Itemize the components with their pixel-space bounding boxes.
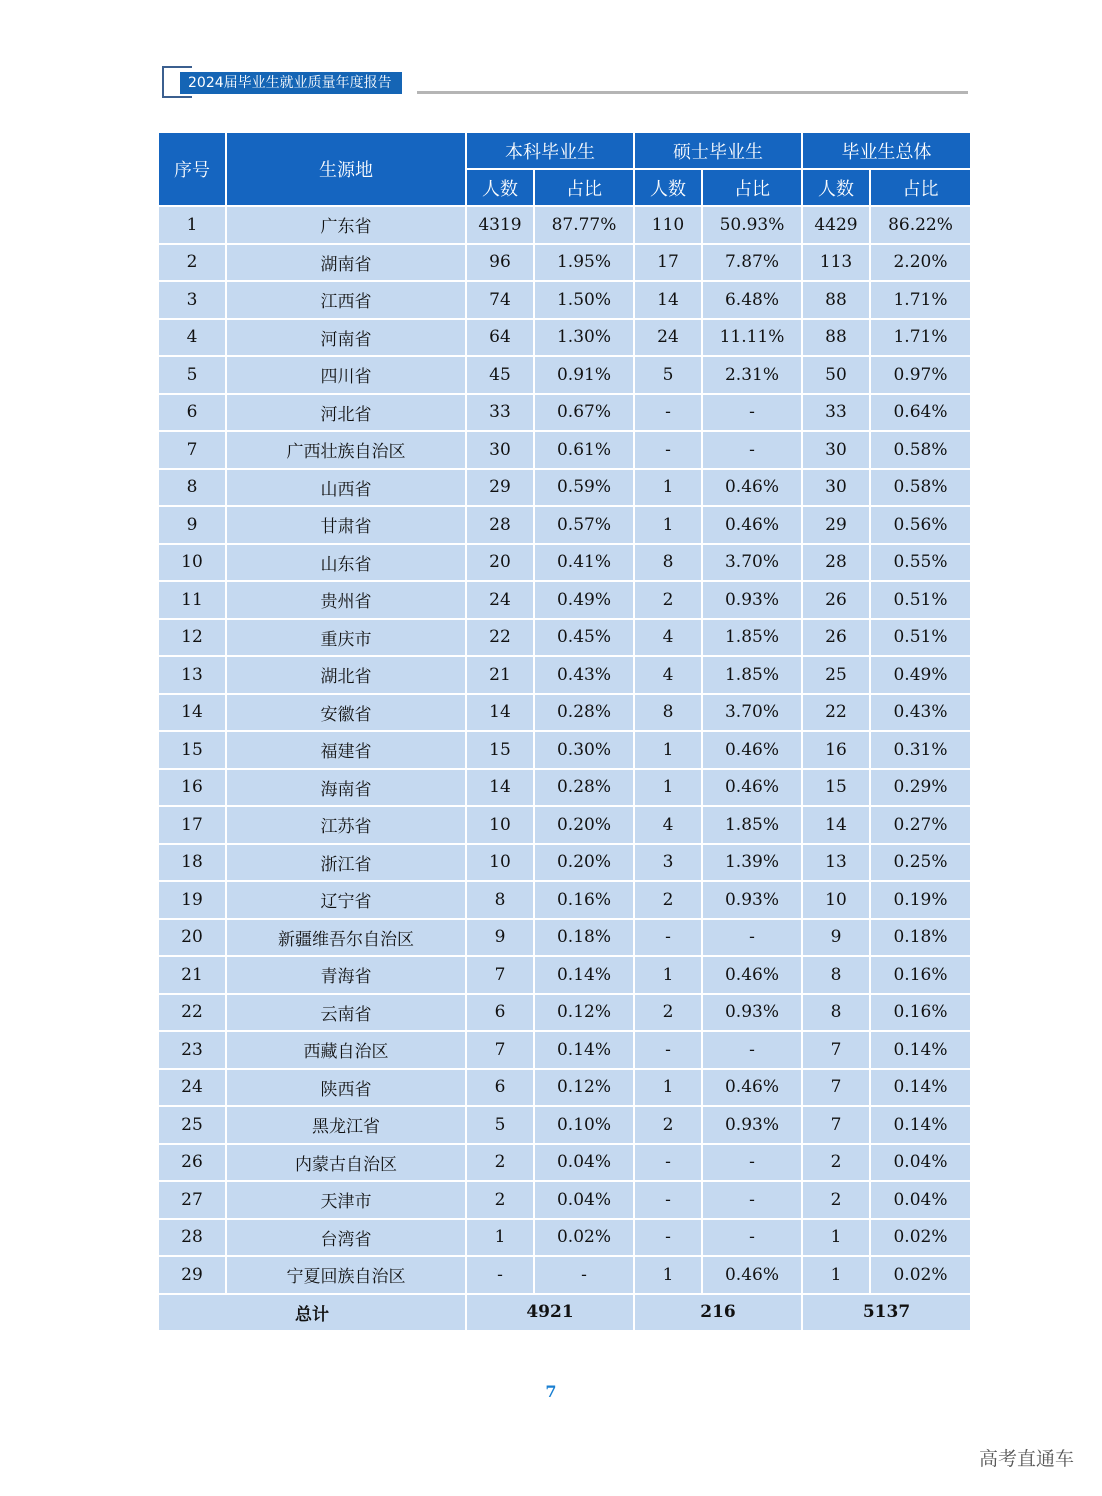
cell-undergrad-ratio: 0.49% (535, 582, 635, 620)
cell-master-count: 2 (635, 1107, 703, 1145)
cell-master-ratio: 0.46% (703, 1257, 803, 1295)
cell-index: 26 (159, 1145, 227, 1183)
cell-overall-ratio: 0.29% (871, 770, 970, 808)
table-row (159, 582, 970, 620)
cell-overall-ratio: 0.56% (871, 507, 970, 545)
cell-region: 天津市 (227, 1182, 467, 1220)
cell-index: 14 (159, 695, 227, 733)
cell-master-count: - (635, 1220, 703, 1258)
cell-index: 8 (159, 470, 227, 508)
cell-region: 广东省 (227, 207, 467, 245)
cell-overall-ratio: 0.02% (871, 1257, 970, 1295)
cell-master-count: 3 (635, 845, 703, 883)
cell-region: 甘肃省 (227, 507, 467, 545)
cell-master-ratio: - (703, 1032, 803, 1070)
cell-overall-count: 13 (803, 845, 871, 883)
total-row (159, 1295, 970, 1332)
table-row (159, 695, 970, 733)
cell-region: 四川省 (227, 357, 467, 395)
cell-master-count: 8 (635, 545, 703, 583)
cell-index: 11 (159, 582, 227, 620)
cell-master-count: 24 (635, 320, 703, 358)
cell-overall-ratio: 0.43% (871, 695, 970, 733)
cell-undergrad-ratio: 0.04% (535, 1145, 635, 1183)
cell-undergrad-count: 10 (467, 845, 535, 883)
cell-undergrad-count: 74 (467, 282, 535, 320)
cell-master-ratio: 2.31% (703, 357, 803, 395)
cell-overall-ratio: 0.27% (871, 807, 970, 845)
cell-overall-ratio: 0.58% (871, 470, 970, 508)
table-row (159, 320, 970, 358)
cell-undergrad-ratio: 0.10% (535, 1107, 635, 1145)
cell-overall-ratio: 0.14% (871, 1107, 970, 1145)
cell-index: 16 (159, 770, 227, 808)
cell-master-ratio: 0.93% (703, 1107, 803, 1145)
cell-master-ratio: - (703, 432, 803, 470)
cell-master-ratio: 0.93% (703, 582, 803, 620)
cell-master-count: 1 (635, 470, 703, 508)
cell-index: 5 (159, 357, 227, 395)
cell-region: 河南省 (227, 320, 467, 358)
cell-index: 4 (159, 320, 227, 358)
cell-undergrad-count: 20 (467, 545, 535, 583)
cell-undergrad-ratio: 0.30% (535, 732, 635, 770)
cell-overall-ratio: 0.02% (871, 1220, 970, 1258)
cell-undergrad-ratio: 0.67% (535, 395, 635, 433)
cell-region: 台湾省 (227, 1220, 467, 1258)
table-row (159, 1070, 970, 1108)
table-row (159, 620, 970, 658)
watermark: 高考直通车 (978, 1448, 1074, 1470)
table-row (159, 1257, 970, 1295)
cell-undergrad-ratio: 87.77% (535, 207, 635, 245)
cell-overall-count: 33 (803, 395, 871, 433)
cell-overall-count: 113 (803, 245, 871, 283)
cell-overall-count: 1 (803, 1220, 871, 1258)
cell-undergrad-count: 6 (467, 1070, 535, 1108)
cell-master-ratio: - (703, 1145, 803, 1183)
cell-undergrad-count: 10 (467, 807, 535, 845)
cell-overall-count: 7 (803, 1070, 871, 1108)
cell-undergrad-ratio: 0.12% (535, 995, 635, 1033)
cell-undergrad-count: 9 (467, 920, 535, 958)
cell-overall-count: 1 (803, 1257, 871, 1295)
table-row (159, 1220, 970, 1258)
cell-undergrad-ratio: 0.59% (535, 470, 635, 508)
cell-region: 重庆市 (227, 620, 467, 658)
cell-master-count: - (635, 1145, 703, 1183)
cell-overall-count: 14 (803, 807, 871, 845)
cell-index: 23 (159, 1032, 227, 1070)
cell-overall-count: 10 (803, 882, 871, 920)
cell-index: 29 (159, 1257, 227, 1295)
cell-master-ratio: - (703, 1220, 803, 1258)
col-header-region: 生源地 (227, 133, 467, 207)
cell-undergrad-count: 96 (467, 245, 535, 283)
cell-master-count: 1 (635, 507, 703, 545)
cell-undergrad-count: 30 (467, 432, 535, 470)
cell-undergrad-ratio: 0.20% (535, 845, 635, 883)
cell-region: 湖南省 (227, 245, 467, 283)
cell-undergrad-ratio: 0.28% (535, 770, 635, 808)
cell-region: 山东省 (227, 545, 467, 583)
cell-undergrad-count: 7 (467, 1032, 535, 1070)
cell-region: 辽宁省 (227, 882, 467, 920)
cell-undergrad-count: - (467, 1257, 535, 1295)
cell-region: 浙江省 (227, 845, 467, 883)
table-row (159, 845, 970, 883)
table-row (159, 1182, 970, 1220)
cell-overall-count: 88 (803, 320, 871, 358)
table-row (159, 995, 970, 1033)
cell-undergrad-count: 5 (467, 1107, 535, 1145)
cell-overall-ratio: 0.51% (871, 582, 970, 620)
header-rule (417, 91, 968, 94)
cell-index: 6 (159, 395, 227, 433)
table-row (159, 395, 970, 433)
cell-undergrad-ratio: 0.43% (535, 657, 635, 695)
total-label: 总计 (159, 1295, 467, 1332)
cell-index: 25 (159, 1107, 227, 1145)
cell-undergrad-count: 64 (467, 320, 535, 358)
cell-undergrad-count: 45 (467, 357, 535, 395)
group-header-undergrad: 本科毕业生 (467, 133, 635, 170)
cell-overall-count: 29 (803, 507, 871, 545)
total-undergrad: 4921 (467, 1295, 635, 1332)
cell-region: 福建省 (227, 732, 467, 770)
cell-index: 13 (159, 657, 227, 695)
cell-index: 1 (159, 207, 227, 245)
cell-master-ratio: 0.46% (703, 1070, 803, 1108)
cell-region: 青海省 (227, 957, 467, 995)
cell-undergrad-count: 7 (467, 957, 535, 995)
group-header-master: 硕士毕业生 (635, 133, 803, 170)
table-row (159, 807, 970, 845)
cell-undergrad-ratio: 0.61% (535, 432, 635, 470)
cell-index: 3 (159, 282, 227, 320)
cell-master-ratio: 3.70% (703, 695, 803, 733)
cell-master-count: 1 (635, 732, 703, 770)
table-row (159, 507, 970, 545)
table-row (159, 657, 970, 695)
sub-header-ratio: 占比 (535, 170, 635, 207)
cell-overall-ratio: 0.14% (871, 1032, 970, 1070)
cell-undergrad-count: 22 (467, 620, 535, 658)
cell-undergrad-count: 21 (467, 657, 535, 695)
table-row (159, 920, 970, 958)
cell-overall-ratio: 0.97% (871, 357, 970, 395)
cell-region: 陕西省 (227, 1070, 467, 1108)
cell-undergrad-ratio: 0.28% (535, 695, 635, 733)
cell-undergrad-ratio: 1.95% (535, 245, 635, 283)
cell-master-ratio: 7.87% (703, 245, 803, 283)
cell-index: 7 (159, 432, 227, 470)
cell-overall-ratio: 0.31% (871, 732, 970, 770)
cell-overall-count: 30 (803, 470, 871, 508)
cell-index: 2 (159, 245, 227, 283)
sub-header-ratio: 占比 (871, 170, 970, 207)
total-overall: 5137 (803, 1295, 970, 1332)
table-row (159, 282, 970, 320)
cell-undergrad-ratio: 0.04% (535, 1182, 635, 1220)
cell-master-ratio: - (703, 1182, 803, 1220)
cell-master-ratio: 1.85% (703, 657, 803, 695)
cell-master-count: 14 (635, 282, 703, 320)
cell-master-count: 1 (635, 1070, 703, 1108)
table-body (159, 207, 970, 1332)
cell-region: 安徽省 (227, 695, 467, 733)
cell-master-ratio: 0.46% (703, 732, 803, 770)
cell-undergrad-count: 8 (467, 882, 535, 920)
cell-overall-ratio: 1.71% (871, 282, 970, 320)
cell-region: 山西省 (227, 470, 467, 508)
table-row (159, 732, 970, 770)
cell-undergrad-count: 4319 (467, 207, 535, 245)
cell-master-count: 5 (635, 357, 703, 395)
cell-undergrad-ratio: 1.50% (535, 282, 635, 320)
table-row (159, 357, 970, 395)
cell-undergrad-ratio: 0.41% (535, 545, 635, 583)
cell-master-count: 2 (635, 582, 703, 620)
cell-undergrad-ratio: - (535, 1257, 635, 1295)
sub-header-ratio: 占比 (703, 170, 803, 207)
cell-overall-ratio: 0.18% (871, 920, 970, 958)
cell-undergrad-ratio: 0.14% (535, 1032, 635, 1070)
cell-index: 21 (159, 957, 227, 995)
col-header-index: 序号 (159, 133, 227, 207)
cell-undergrad-ratio: 0.16% (535, 882, 635, 920)
sub-header-count: 人数 (635, 170, 703, 207)
cell-undergrad-count: 2 (467, 1145, 535, 1183)
cell-overall-count: 16 (803, 732, 871, 770)
cell-index: 9 (159, 507, 227, 545)
cell-overall-count: 2 (803, 1182, 871, 1220)
cell-master-count: 1 (635, 957, 703, 995)
cell-master-ratio: - (703, 395, 803, 433)
cell-region: 江西省 (227, 282, 467, 320)
total-master: 216 (635, 1295, 803, 1332)
cell-overall-count: 26 (803, 620, 871, 658)
cell-undergrad-ratio: 0.45% (535, 620, 635, 658)
group-header-overall: 毕业生总体 (803, 133, 970, 170)
cell-overall-count: 28 (803, 545, 871, 583)
cell-undergrad-ratio: 1.30% (535, 320, 635, 358)
cell-undergrad-ratio: 0.57% (535, 507, 635, 545)
cell-region: 贵州省 (227, 582, 467, 620)
cell-region: 江苏省 (227, 807, 467, 845)
report-title: 2024届毕业生就业质量年度报告 (180, 72, 402, 94)
cell-master-ratio: 3.70% (703, 545, 803, 583)
cell-overall-ratio: 0.19% (871, 882, 970, 920)
table-row (159, 1107, 970, 1145)
cell-overall-ratio: 0.49% (871, 657, 970, 695)
cell-master-ratio: 50.93% (703, 207, 803, 245)
cell-overall-ratio: 0.04% (871, 1145, 970, 1183)
cell-master-ratio: 11.11% (703, 320, 803, 358)
cell-master-ratio: 6.48% (703, 282, 803, 320)
cell-overall-count: 30 (803, 432, 871, 470)
table-row (159, 1032, 970, 1070)
cell-overall-ratio: 1.71% (871, 320, 970, 358)
cell-overall-ratio: 0.64% (871, 395, 970, 433)
cell-undergrad-count: 24 (467, 582, 535, 620)
cell-master-ratio: 0.46% (703, 770, 803, 808)
cell-region: 广西壮族自治区 (227, 432, 467, 470)
cell-overall-ratio: 0.14% (871, 1070, 970, 1108)
cell-master-count: - (635, 1182, 703, 1220)
cell-undergrad-ratio: 0.02% (535, 1220, 635, 1258)
cell-undergrad-count: 2 (467, 1182, 535, 1220)
table-row (159, 245, 970, 283)
cell-region: 湖北省 (227, 657, 467, 695)
cell-undergrad-count: 6 (467, 995, 535, 1033)
cell-overall-count: 15 (803, 770, 871, 808)
cell-index: 15 (159, 732, 227, 770)
cell-region: 西藏自治区 (227, 1032, 467, 1070)
page-number: 7 (545, 1382, 557, 1401)
cell-master-ratio: 1.39% (703, 845, 803, 883)
cell-region: 黑龙江省 (227, 1107, 467, 1145)
cell-index: 24 (159, 1070, 227, 1108)
cell-undergrad-count: 33 (467, 395, 535, 433)
cell-region: 海南省 (227, 770, 467, 808)
cell-overall-count: 22 (803, 695, 871, 733)
cell-index: 20 (159, 920, 227, 958)
cell-master-count: 2 (635, 995, 703, 1033)
cell-index: 18 (159, 845, 227, 883)
cell-master-ratio: 0.93% (703, 995, 803, 1033)
cell-region: 云南省 (227, 995, 467, 1033)
cell-undergrad-ratio: 0.12% (535, 1070, 635, 1108)
cell-overall-count: 8 (803, 957, 871, 995)
cell-overall-ratio: 86.22% (871, 207, 970, 245)
cell-undergrad-ratio: 0.91% (535, 357, 635, 395)
cell-undergrad-count: 1 (467, 1220, 535, 1258)
table-row (159, 545, 970, 583)
cell-overall-count: 50 (803, 357, 871, 395)
cell-region: 内蒙古自治区 (227, 1145, 467, 1183)
cell-overall-count: 25 (803, 657, 871, 695)
cell-region: 新疆维吾尔自治区 (227, 920, 467, 958)
cell-master-count: - (635, 395, 703, 433)
cell-overall-count: 7 (803, 1107, 871, 1145)
cell-overall-count: 8 (803, 995, 871, 1033)
cell-master-count: 110 (635, 207, 703, 245)
cell-master-ratio: 0.46% (703, 507, 803, 545)
cell-overall-ratio: 0.25% (871, 845, 970, 883)
cell-master-count: 4 (635, 657, 703, 695)
table-row (159, 432, 970, 470)
cell-undergrad-count: 14 (467, 695, 535, 733)
cell-master-count: 1 (635, 1257, 703, 1295)
source-region-table (159, 133, 970, 1332)
cell-master-ratio: 0.46% (703, 957, 803, 995)
cell-master-count: 2 (635, 882, 703, 920)
cell-overall-count: 88 (803, 282, 871, 320)
cell-undergrad-ratio: 0.14% (535, 957, 635, 995)
cell-region: 河北省 (227, 395, 467, 433)
cell-undergrad-ratio: 0.18% (535, 920, 635, 958)
cell-master-count: 4 (635, 620, 703, 658)
table-row (159, 882, 970, 920)
cell-overall-ratio: 0.16% (871, 957, 970, 995)
cell-master-ratio: 0.93% (703, 882, 803, 920)
cell-index: 10 (159, 545, 227, 583)
cell-master-ratio: 0.46% (703, 470, 803, 508)
cell-overall-count: 4429 (803, 207, 871, 245)
table-row (159, 957, 970, 995)
cell-master-count: 1 (635, 770, 703, 808)
sub-header-count: 人数 (803, 170, 871, 207)
cell-index: 28 (159, 1220, 227, 1258)
cell-overall-ratio: 0.55% (871, 545, 970, 583)
table-row (159, 207, 970, 245)
cell-master-ratio: - (703, 920, 803, 958)
cell-master-count: - (635, 1032, 703, 1070)
cell-index: 22 (159, 995, 227, 1033)
cell-undergrad-ratio: 0.20% (535, 807, 635, 845)
cell-master-count: - (635, 920, 703, 958)
cell-overall-count: 9 (803, 920, 871, 958)
cell-master-count: 8 (635, 695, 703, 733)
cell-index: 19 (159, 882, 227, 920)
cell-overall-ratio: 0.04% (871, 1182, 970, 1220)
report-header (162, 66, 968, 100)
table-row (159, 1145, 970, 1183)
cell-master-ratio: 1.85% (703, 807, 803, 845)
cell-index: 12 (159, 620, 227, 658)
cell-index: 27 (159, 1182, 227, 1220)
cell-master-ratio: 1.85% (703, 620, 803, 658)
cell-index: 17 (159, 807, 227, 845)
cell-undergrad-count: 28 (467, 507, 535, 545)
sub-header-count: 人数 (467, 170, 535, 207)
cell-overall-ratio: 2.20% (871, 245, 970, 283)
cell-master-count: 4 (635, 807, 703, 845)
cell-undergrad-count: 29 (467, 470, 535, 508)
cell-region: 宁夏回族自治区 (227, 1257, 467, 1295)
cell-overall-count: 26 (803, 582, 871, 620)
cell-overall-ratio: 0.16% (871, 995, 970, 1033)
table-row (159, 470, 970, 508)
cell-overall-count: 7 (803, 1032, 871, 1070)
cell-master-count: 17 (635, 245, 703, 283)
cell-overall-count: 2 (803, 1145, 871, 1183)
cell-overall-ratio: 0.51% (871, 620, 970, 658)
cell-undergrad-count: 14 (467, 770, 535, 808)
cell-undergrad-count: 15 (467, 732, 535, 770)
cell-overall-ratio: 0.58% (871, 432, 970, 470)
table-row (159, 770, 970, 808)
cell-master-count: - (635, 432, 703, 470)
